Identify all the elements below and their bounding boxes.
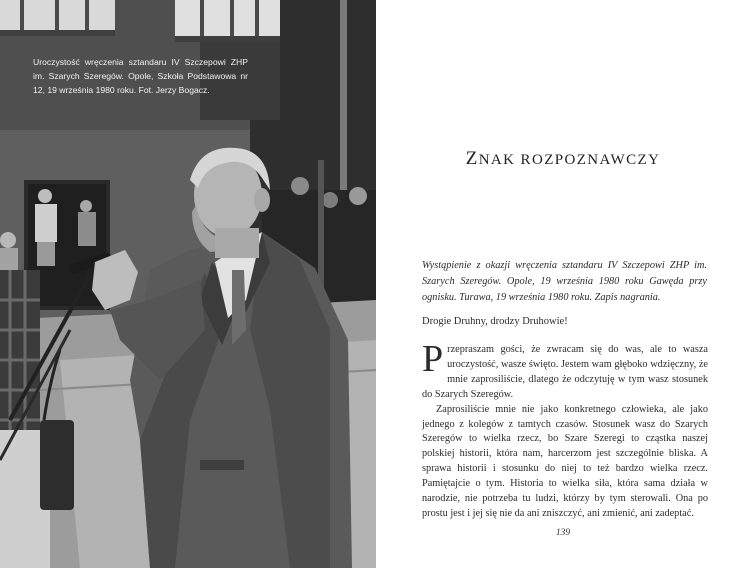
page-number: 139 — [555, 528, 571, 538]
drop-cap: P — [422, 338, 444, 380]
paragraph-2: Zaprosiliście mnie nie jako konkretnego człowieka, ale jako jednego z kolegów z tamtych czasów. Stosunek wasz do Szarych Szeregów to wielka rzecz, bo Szare Szeregi to cząstka naszej polskiej historii, która nam, harcerzom jest szczególnie bliska. A sprawa historii i stosunku do niej to też bardzo wielka rzecz. Pamiętajcie o tym. Historia to wielka siła, która sama działa w narodzie, nie potrzeba tu ludzi, którzy by tym sterowali. Ona po prostu jest i jej się nie da ani zniszczyć, ani zmienić, ani zadeptać. — [422, 403, 708, 519]
chapter-title-rest: NAK ROZPOZNAWCZY — [478, 152, 661, 168]
body-text — [422, 338, 708, 522]
chapter-title — [376, 148, 750, 170]
paragraph-1-text: rzepraszam gości, że zwracam się do was, ale to wasza uroczystość, wasze święto. Jestem wam głęboko wdzięczny, że mnie zaprosiliście, dlatego że odczytuję w tym wasz stosunek do Szarych Szeregów. — [422, 344, 708, 400]
photo-caption: Uroczystość wręczenia sztandaru IV Szczepowi ZHP im. Szarych Szeregów. Opole, Szkoła Podstawowa nr 12, 19 września 1980 roku. Fot. Jerzy Bogacz. — [33, 57, 248, 95]
salutation: Drogie Druhny, drodzy Druhowie! — [422, 316, 568, 327]
text-page — [376, 0, 750, 568]
speech-intro: Wystąpienie z okazji wręczenia sztandaru IV Szczepowi ZHP im. Szarych Szeregów. Opole, 19 września 1980 roku Gawęda przy ognisku. Turawa, 19 września 1980 roku. Zapis nagrania. — [422, 260, 707, 303]
chapter-title-initial: Z — [465, 148, 479, 169]
paragraph-1 — [422, 338, 708, 403]
